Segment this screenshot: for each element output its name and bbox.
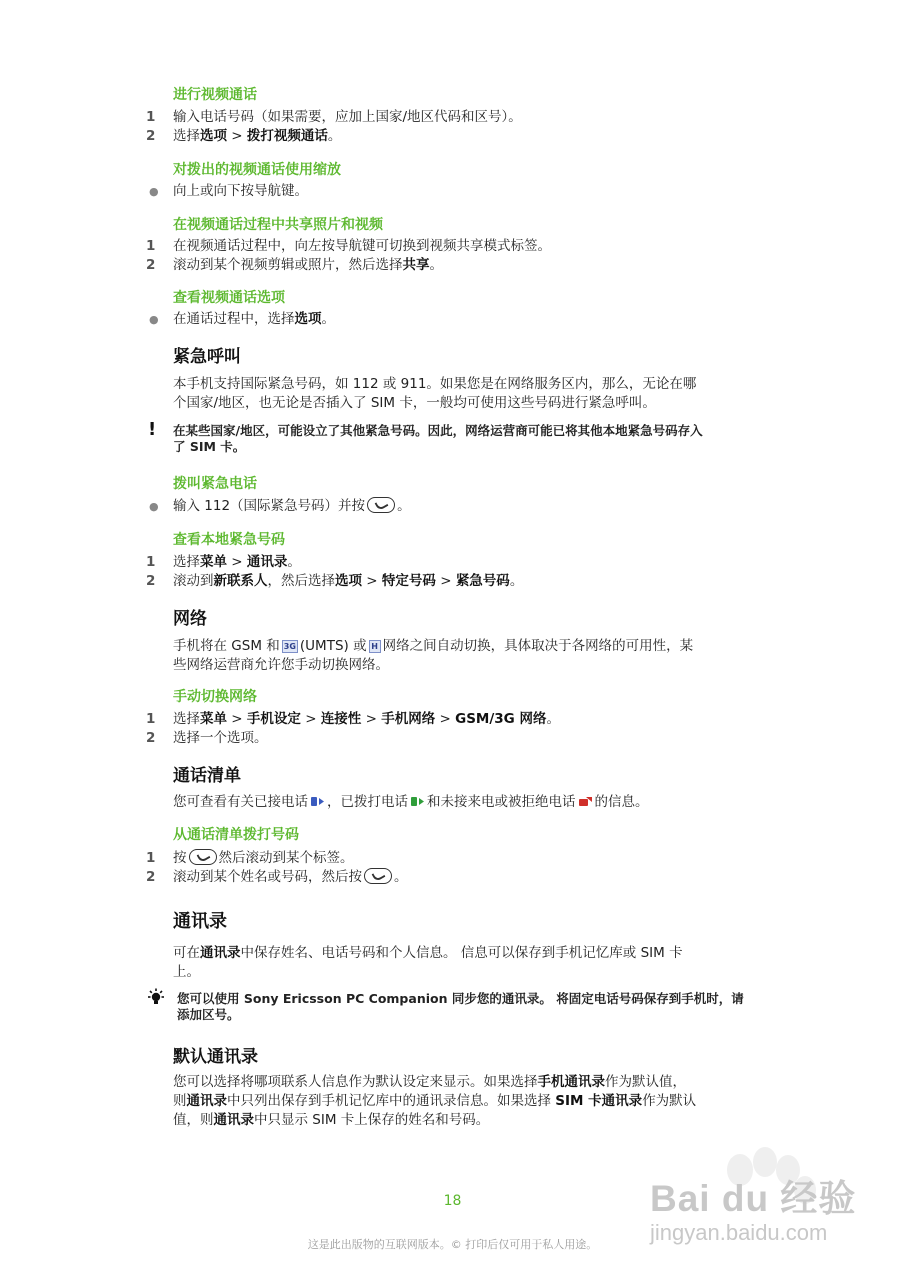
paragraph: 个国家/地区，也无论是否插入了 SIM 卡，一般均可使用这些号码进行紧急呼叫。 [173,395,656,411]
list-item: 1 选择菜单 > 通讯录。 [146,554,301,570]
title-call-list: 通话清单 [173,766,241,786]
heading-dial-emergency: 拨叫紧急电话 [173,476,257,492]
list-item: 1 在视频通话过程中，向左按导航键可切换到视频共享模式标签。 [146,238,551,254]
list-item: 2 滚动到某个姓名或号码，然后按 。 [146,869,408,885]
copyright-notice: 这是此出版物的互联网版本。© 打印后仅可用于私人用途。 [307,1238,598,1251]
heading-video-options: 查看视频通话选项 [173,290,285,306]
list-item: 1 输入电话号码（如果需要，应加上国家/地区代码和区号）。 [146,109,522,125]
paragraph: 上。 [173,964,200,980]
paragraph: 些网络运营商允许您手动切换网络。 [173,657,389,673]
warning-icon: ! [148,419,157,440]
missed-call-icon [578,796,593,807]
paragraph: 值，则通讯录中只显示 SIM 卡上保存的姓名和号码。 [173,1112,490,1128]
call-key-icon [367,497,395,513]
heading-call-from-list: 从通话清单拨打号码 [173,827,299,843]
tip-note: 您可以使用 Sony Ericsson PC Companion 同步您的通讯录。 将固定电话号码保存到手机时，请 [177,991,744,1006]
paragraph: 手机将在 GSM 和 3G (UMTS) 或 H 网络之间自动切换，具体取决于各网络的可用性，某 [173,638,694,654]
list-item: 1 选择菜单 > 手机设定 > 连接性 > 手机网络 > GSM/3G 网络。 [146,711,560,727]
tip-note: 添加区号。 [177,1007,240,1022]
paragraph: 本手机支持国际紧急号码，如 112 或 911。如果您是在网络服务区内，那么，无论在哪 [173,376,697,392]
list-item: 2 滚动到某个视频剪辑或照片，然后选择共享。 [146,257,443,273]
paragraph: 您可以选择将哪项联系人信息作为默认设定来显示。如果选择手机通讯录作为默认值， [173,1074,686,1090]
warning-note: 在某些国家/地区，可能设立了其他紧急号码。因此，网络运营商可能已将其他本地紧急号码存入 [173,423,703,438]
title-network: 网络 [173,609,207,629]
list-item: ● 在通话过程中，选择选项。 [149,311,335,327]
heading-manual-network: 手动切换网络 [173,689,257,705]
title-default-contacts: 默认通讯录 [173,1047,258,1067]
tip-lightbulb-icon [145,988,167,1008]
3g-icon: 3G [283,642,296,651]
hsdpa-icon: H [369,640,381,653]
page-number: 18 [443,1193,462,1209]
heading-zoom: 对拨出的视频通话使用缩放 [173,162,341,178]
title-emergency: 紧急呼叫 [173,347,241,367]
title-contacts: 通讯录 [173,911,227,932]
paragraph: 可在通讯录中保存姓名、电话号码和个人信息。 信息可以保存到手机记忆库或 SIM 卡 [173,945,683,961]
warning-note: 了 SIM 卡。 [173,439,246,454]
list-item: ● 输入 112（国际紧急号码）并按 。 [149,498,411,514]
watermark-brand: Bai du 经验 [650,1178,857,1219]
call-key-icon [364,868,392,884]
paragraph: 则通讯录中只列出保存到手机记忆库中的通讯录信息。如果选择 SIM 卡通讯录作为默认 [173,1093,697,1109]
list-item: 1 按 然后滚动到某个标签。 [146,850,354,866]
list-item: 2 滚动到新联系人，然后选择选项 > 特定号码 > 紧急号码。 [146,573,524,589]
heading-share-media: 在视频通话过程中共享照片和视频 [173,217,383,233]
list-item: 2 选择一个选项。 [146,730,268,746]
heading-local-emergency: 查看本地紧急号码 [173,532,285,548]
heading-video-call: 进行视频通话 [173,87,257,103]
list-item: 2 选择选项 > 拨打视频通话。 [146,128,342,144]
dialed-call-icon [410,796,425,807]
call-key-icon [189,849,217,865]
watermark-url: jingyan.baidu.com [650,1220,828,1245]
paragraph: 您可查看有关已接电话 ，已拨打电话 和未接来电或被拒绝电话 的信息。 [173,794,649,810]
answered-call-icon [310,796,325,807]
list-item: ● 向上或向下按导航键。 [149,183,308,199]
